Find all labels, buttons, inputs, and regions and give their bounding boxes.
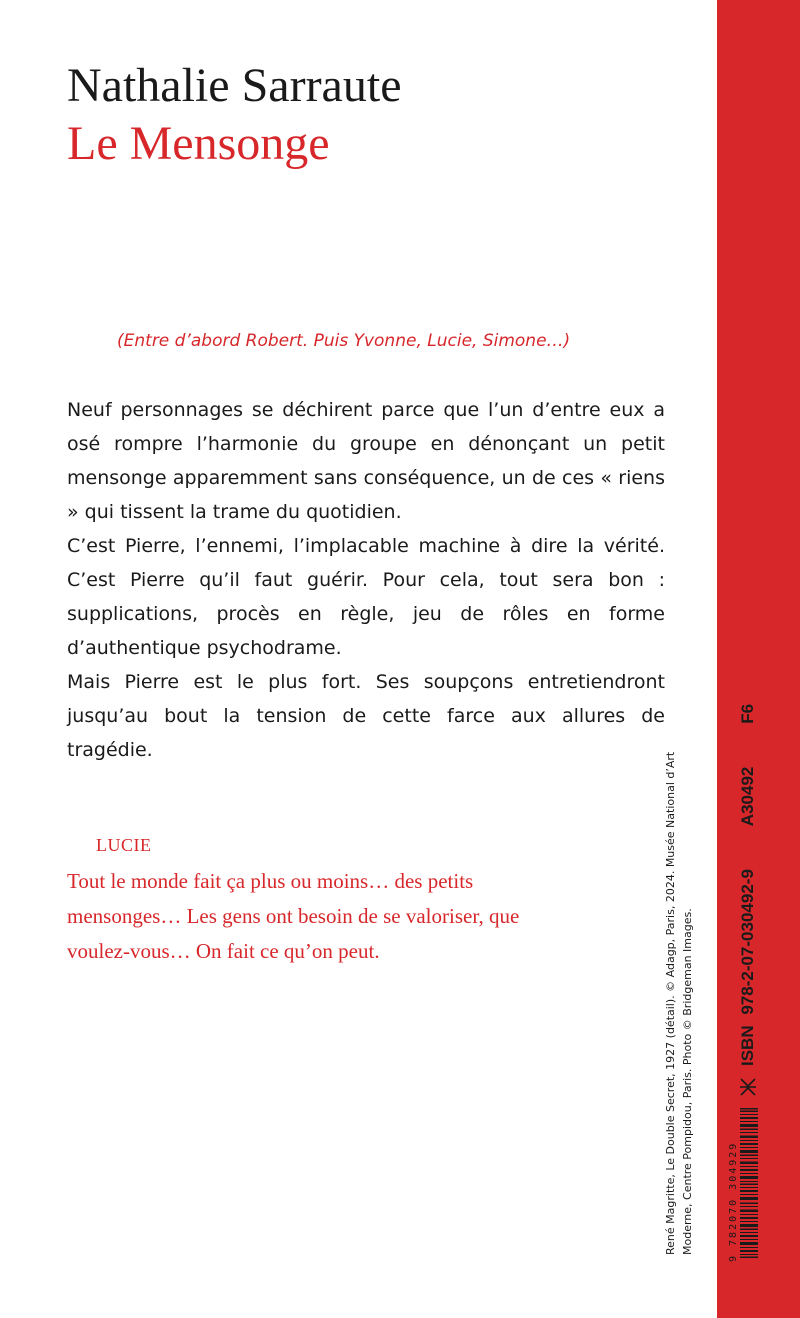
blurb (67, 393, 665, 767)
barcode-number: 9 782070 304929 (728, 1141, 739, 1262)
quote-speaker: LUCIE (96, 835, 152, 855)
barcode-icon (740, 1108, 758, 1258)
stage-direction: (Entre d’abord Robert. Puis Yvonne, Lucie, Simone…) (117, 331, 571, 351)
price-code: F6 (738, 703, 757, 724)
author-name: Nathalie Sarraute (67, 59, 402, 112)
barcode-block (728, 702, 778, 1262)
isbn-text: ISBN 978-2-07-030492-9 (738, 869, 757, 1066)
blurb-paragraph: Mais Pierre est le plus fort. Ses soupçons entretiendront jusqu’au bout la tension de cette farce aux allures de tragédie. (67, 671, 665, 761)
credits-line: Moderne, Centre Pompidou, Paris. Photo © Bridgeman Images. (681, 908, 694, 1255)
book-code: A30492 (738, 766, 757, 827)
quote-text: Tout le monde fait ça plus ou moins… des petits mensonges… Les gens ont besoin de se valoriser, que voulez-vous… On fait ce qu’on peut. (67, 869, 520, 963)
publisher-logo-icon (738, 1076, 758, 1098)
isbn-and-codes (738, 704, 758, 1066)
book-title: Le Mensonge (67, 117, 330, 170)
blurb-paragraph: Neuf personnages se déchirent parce que l’un d’entre eux a osé rompre l’harmonie du groupe en dénonçant un petit mensonge apparemment sans conséquence, un de ces « riens » qui tissent la trame du quotidien. (67, 399, 665, 523)
credits-line: René Magritte, Le Double Secret, 1927 (détail). © Adagp, Paris, 2024. Musée National d’Art (664, 751, 677, 1255)
image-credits (662, 715, 702, 1255)
blurb-paragraph: C’est Pierre, l’ennemi, l’implacable machine à dire la vérité. C’est Pierre qu’il faut guérir. Pour cela, tout sera bon : supplications, procès en règle, jeu de rôles en forme d’authentique psychodrame. (67, 535, 665, 659)
